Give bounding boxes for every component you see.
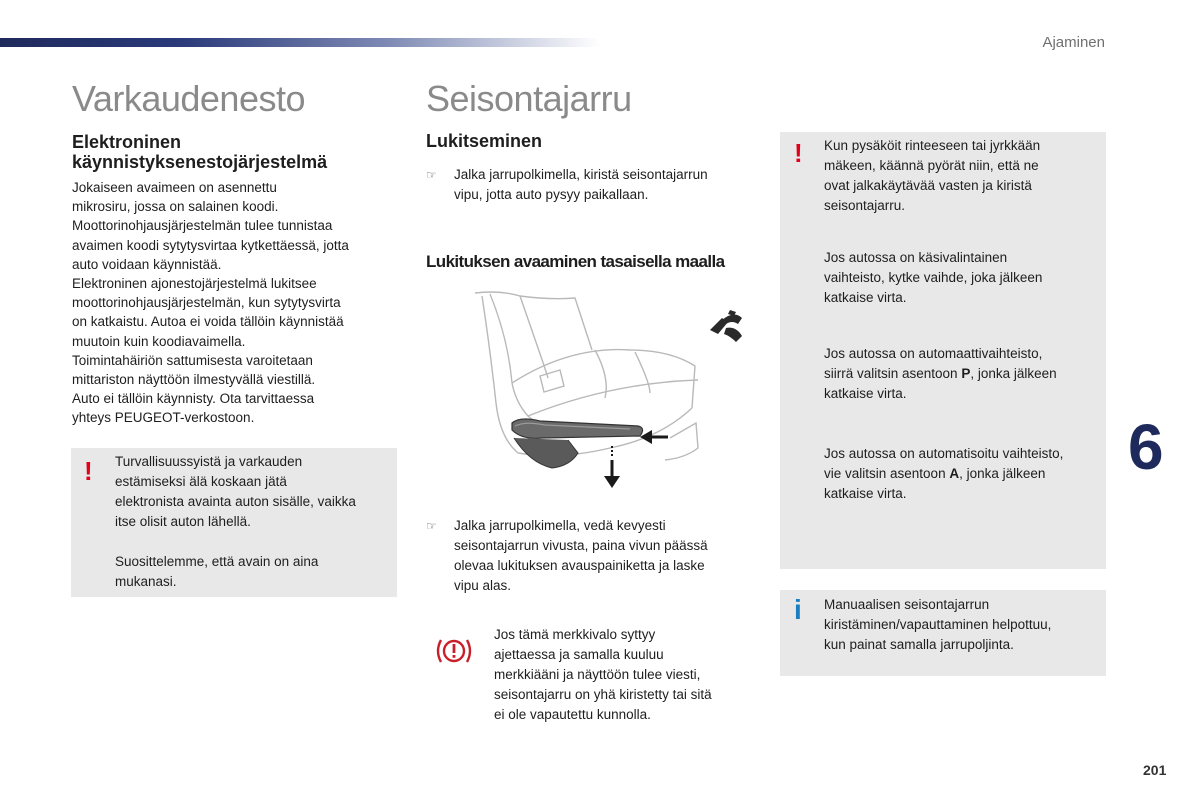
immobiliser-body (72, 178, 402, 428)
page-title-anti-theft: Varkaudenesto (72, 78, 306, 119)
bullet-unlocking (426, 516, 766, 598)
warning-line: Suosittelemme, että avain on aina (115, 554, 319, 569)
note-line: seisontajarru on yhä kiristetty tai sitä (494, 687, 712, 702)
lamp-note (494, 625, 764, 725)
warning-line: elektronista avainta auton sisälle, vaikka (115, 494, 356, 509)
warning-line: mukanasi. (115, 574, 177, 589)
warning-exclamation-icon: ! (84, 456, 93, 486)
info-line: kun painat samalla jarrupoljinta. (824, 637, 1014, 652)
warning-line-part: vie valitsin asentoon (824, 466, 950, 481)
body-line: Moottorinohjausjärjestelmän tulee tunnistaa (72, 218, 333, 234)
note-line: ajettaessa ja samalla kuuluu (494, 647, 664, 662)
body-line: mikrosiru, jossa on salainen koodi. (72, 199, 279, 215)
header-gradient-bar (0, 38, 600, 47)
warning-line: katkaise virta. (824, 386, 907, 401)
warning-box-parking (780, 132, 1106, 569)
bullet-line: olevaa lukituksen avauspainiketta ja laske (454, 558, 705, 573)
body-line: Jokaiseen avaimeen on asennettu (72, 180, 277, 195)
bullet-line: vipu alas. (454, 578, 512, 593)
warning-line: Turvallisuussyistä ja varkauden (115, 454, 303, 469)
warning-line: Jos autossa on automaattivaihteisto, (824, 346, 1043, 361)
warning-line: seisontajarru. (824, 198, 906, 213)
body-line: moottorinohjausjärjestelmän, kun sytytysvirta (72, 295, 341, 311)
bullet-line: seisontajarrun vivusta, paina vivun päässä (454, 538, 708, 553)
body-line: Elektroninen ajonestojärjestelmä lukitsee (72, 276, 317, 292)
subtitle-immobiliser: Elektroninen käynnistyksenestojärjestelmä (72, 132, 328, 172)
body-line: avaimen koodi sytytysvirtaa kytkettäessä, jotta (72, 237, 349, 253)
page-title-parking-brake: Seisontajarru (426, 78, 632, 119)
warning-line (824, 464, 1104, 484)
section-header: Ajaminen (1042, 34, 1105, 51)
bullet-line: Jalka jarrupolkimella, vedä kevyesti (454, 518, 666, 533)
heading-locking: Lukitseminen (426, 131, 543, 151)
pointing-hand-icon: ☞ (426, 168, 437, 182)
warning-line-part: , jonka jälkeen (959, 466, 1046, 481)
chapter-number: 6 (1128, 411, 1164, 483)
body-line: on katkaistu. Autoa ei voida tällöin käynnistää (72, 314, 344, 330)
warning-line: estämiseksi älä koskaan jätä (115, 474, 287, 489)
body-line: yhteys PEUGEOT-verkostoon. (72, 410, 255, 426)
warning-line: katkaise virta. (824, 486, 907, 501)
warning-line-part: , jonka jälkeen (970, 366, 1057, 381)
parking-brake-illustration (460, 288, 760, 498)
note-line: merkkiääni ja näyttöön tulee viesti, (494, 667, 701, 682)
gear-position-a: A (949, 466, 960, 481)
warning-exclamation-icon: ! (794, 138, 803, 168)
body-line: auto voidaan käynnistää. (72, 256, 222, 272)
body-line: Auto ei tällöin käynnisty. Ota tarvittaessa (72, 391, 315, 407)
note-line: Jos tämä merkkivalo syttyy (494, 627, 656, 642)
heading-unlocking: Lukituksen avaaminen tasaisella maalla (426, 252, 725, 271)
warning-line: Kun pysäköit rinteeseen tai jyrkkään (824, 138, 1041, 153)
page-number: 201 (1143, 762, 1167, 778)
parking-warning-text (824, 136, 1104, 504)
info-line: Manuaalisen seisontajarrun (824, 597, 990, 612)
bullet-line: vipu, jotta auto pysyy paikallaan. (454, 187, 649, 202)
info-line: kiristäminen/vapauttaminen helpottuu, (824, 617, 1052, 632)
warning-text (115, 452, 395, 592)
warning-line: vaihteisto, kytke vaihde, joka jälkeen (824, 270, 1043, 285)
info-box-parking (780, 590, 1106, 676)
warning-line: Jos autossa on automatisoitu vaihteisto, (824, 446, 1064, 461)
info-text (824, 595, 1104, 655)
warning-line: Jos autossa on käsivalintainen (824, 250, 1008, 265)
warning-line-part: siirrä valitsin asentoon (824, 366, 962, 381)
bullet-line: Jalka jarrupolkimella, kiristä seisontajarrun (454, 167, 708, 182)
body-line: Toimintahäiriön sattumisesta varoitetaan (72, 352, 313, 368)
body-line: muutoin kuin koodiavaimella. (72, 333, 246, 349)
warning-line: itse olisit auton lähellä. (115, 514, 251, 529)
warning-line (824, 364, 1104, 384)
brake-warning-lamp-icon (434, 634, 474, 668)
info-icon: i (794, 594, 802, 625)
warning-box-key (71, 448, 397, 597)
body-line: mittariston näyttöön ilmestyvällä viestillä. (72, 372, 316, 388)
note-line: ei ole vapautettu kunnolla. (494, 707, 651, 722)
warning-line: katkaise virta. (824, 290, 907, 305)
bullet-text (454, 165, 774, 205)
bullet-locking (426, 165, 766, 207)
warning-line: mäkeen, käännä pyörät niin, että ne (824, 158, 1039, 173)
bullet-text (454, 516, 774, 596)
pointing-hand-icon: ☞ (426, 519, 437, 533)
warning-line: ovat jalkakäytävää vasten ja kiristä (824, 178, 1032, 193)
gear-position-p: P (961, 366, 971, 381)
